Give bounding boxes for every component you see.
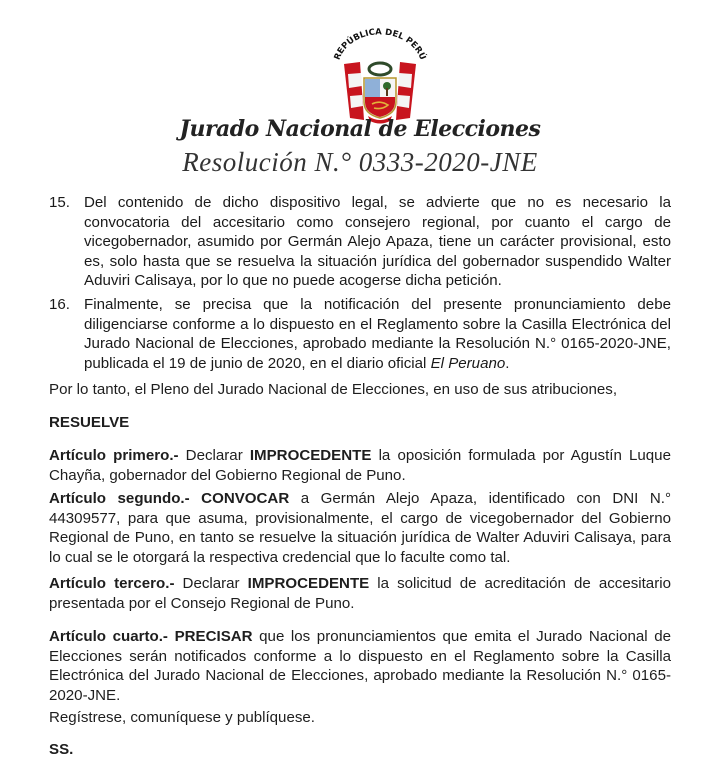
numbered-paragraph bbox=[49, 193, 671, 291]
article-keyword: IMPROCEDENTE bbox=[247, 575, 370, 592]
article-keyword: PRECISAR bbox=[174, 628, 253, 645]
coat-of-arms-icon bbox=[330, 22, 430, 124]
crest-label: REPÚBLICA DEL PERÚ bbox=[332, 27, 428, 62]
resolve-heading: RESUELVE bbox=[49, 414, 130, 431]
article-primero: Artículo primero.- Declarar IMPROCEDENTE la oposición formulada por Agustín Luque Chayña, gobernador del Gobierno Regional de Puno. bbox=[49, 447, 671, 484]
paragraph-number: 16. bbox=[49, 296, 70, 313]
newspaper-name: El Peruano bbox=[430, 354, 506, 372]
paragraph-number: 15. bbox=[49, 194, 70, 211]
institution-title: Jurado Nacional de Elecciones bbox=[179, 116, 541, 142]
article-cuarto: Artículo cuarto.- PRECISAR que los pronunciamientos que emita el Jurado Nacional de Elecciones serán notificados conforme a lo dispuesto en el Reglamento sobre la Casilla Electrónica del Jurado Nacional de Elecciones, aprobado mediante la Resolución N.° 0165-2020-JNE. bbox=[49, 628, 671, 704]
preamble: Por lo tanto, el Pleno del Jurado Nacional de Elecciones, en uso de sus atribuciones, bbox=[49, 381, 618, 398]
numbered-paragraph bbox=[49, 295, 671, 373]
article-segundo: Artículo segundo.- CONVOCAR a Germán Alejo Apaza, identificado con DNI N.° 44309577, para que asuma, provisionalmente, el cargo de vicegobernador del Gobierno Regional de Puno, en tanto se resuelve la situación jurídica de Walter Aduviri Calisaya, para lo cual se le otorgará la respectiva credencial que lo faculte como tal. bbox=[49, 490, 671, 566]
article-label: Artículo tercero.- bbox=[49, 575, 175, 592]
paragraph-text: Finalmente, se precisa que la notificación del presente pronunciamiento debe diligenciarse conforme a lo dispuesto en el Reglamento sobre la Casilla Electrónica del Jurado Nacional de Elecciones, aprobado mediante la Resolución N.° 0165-2020-JNE, publicada el 19 de junio de 2020, en el diario oficial El Peruano. bbox=[84, 296, 671, 372]
closing-formula: Regístrese, comuníquese y publíquese. bbox=[49, 709, 315, 726]
article-keyword: IMPROCEDENTE bbox=[249, 447, 372, 464]
article-label: Artículo primero.- bbox=[49, 447, 179, 464]
article-keyword: CONVOCAR bbox=[201, 490, 290, 507]
paragraph-text: Del contenido de dicho dispositivo legal, se advierte que no es necesario la convocatoria del accesitario como consejero regional, por cuanto el cargo de vicegobernador, asumido por Germán Alejo Apaza, tiene un carácter provisional, esto es, solo hasta que se resuelva la situación jurídica del gobernador suspendido Walter Aduviri Calisaya, por lo que no puede acogerse dicha petición. bbox=[84, 194, 671, 290]
article-tercero: Artículo tercero.- Declarar IMPROCEDENTE la solicitud de acreditación de accesitario presentada por el Consejo Regional de Puno. bbox=[49, 575, 671, 612]
article-label: Artículo cuarto.- bbox=[49, 628, 168, 645]
signature-label: SS. bbox=[49, 741, 74, 758]
article-label: Artículo segundo.- bbox=[49, 490, 190, 507]
resolution-number: Resolución N.° 0333-2020-JNE bbox=[182, 147, 538, 177]
